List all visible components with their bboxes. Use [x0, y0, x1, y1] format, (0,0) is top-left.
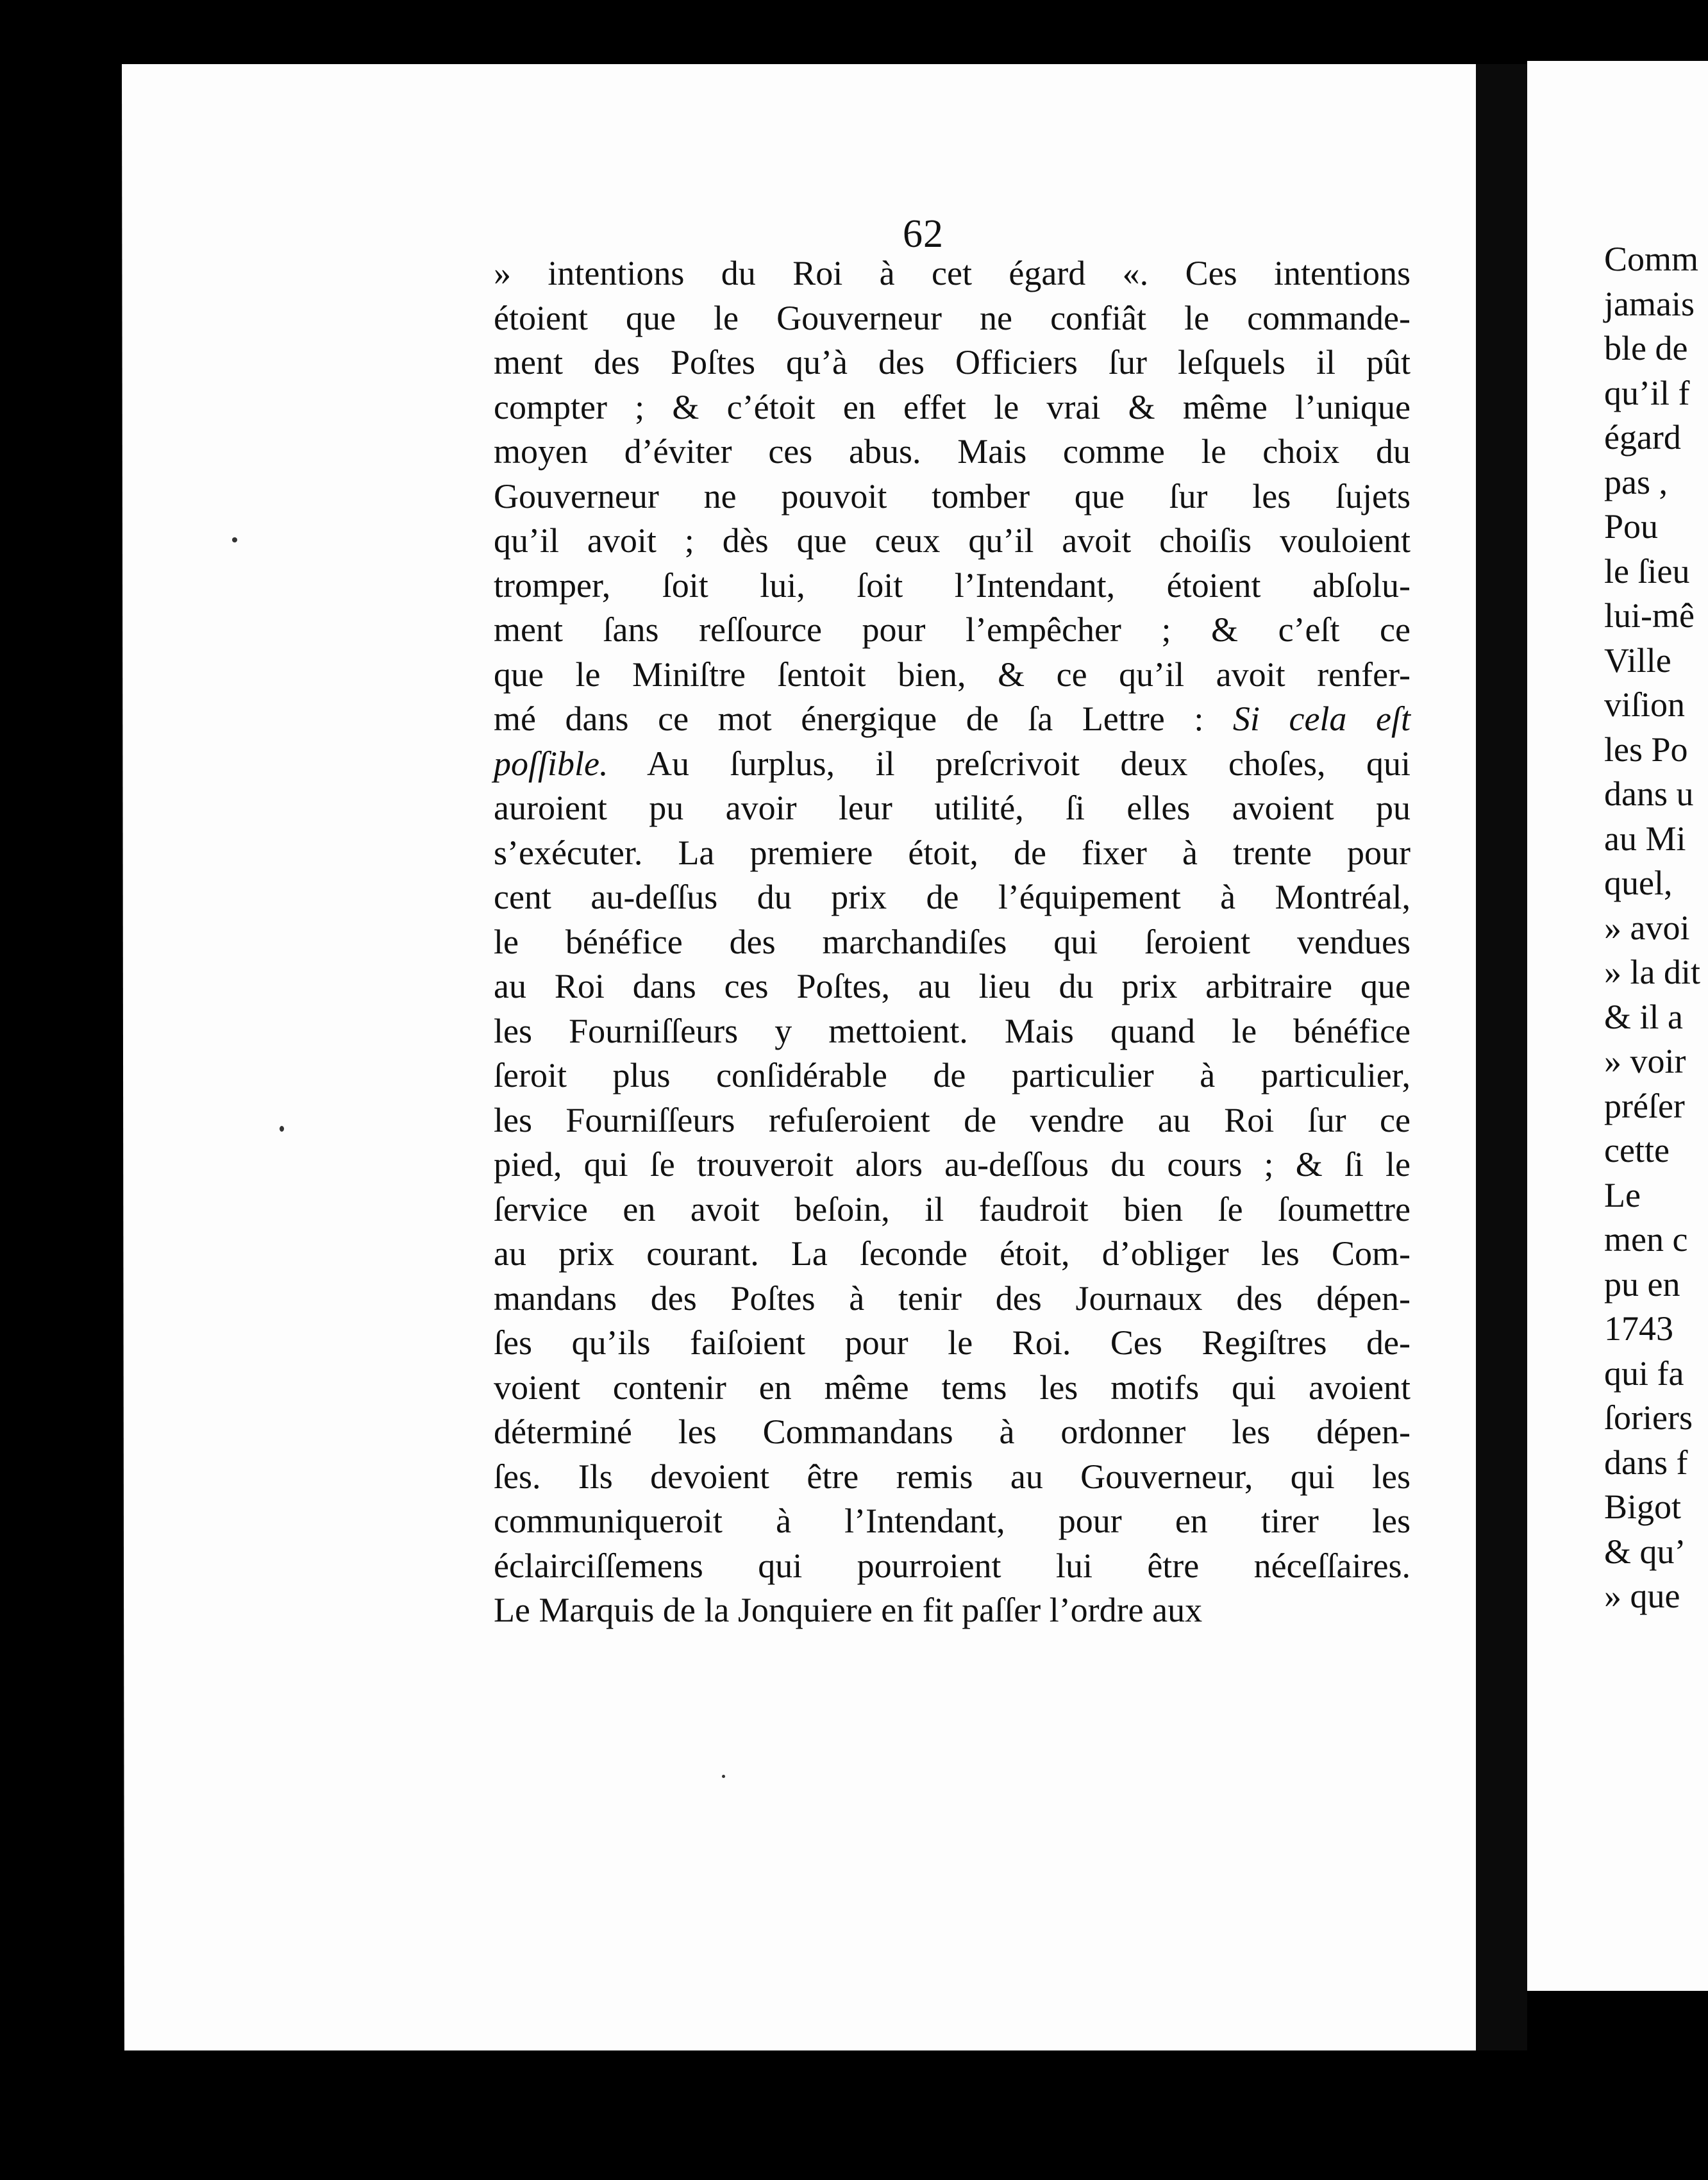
- text-line: ment ſans reſſource pour l’empêcher ; & c’eſt ce: [494, 610, 1411, 649]
- text-line: au prix courant. La ſeconde étoit, d’obliger les Com-: [494, 1234, 1411, 1273]
- italic-quote: Si cela eſt: [1232, 700, 1411, 738]
- text-line-fragment: » la dit: [1604, 953, 1700, 991]
- text-line: compter ; & c’étoit en effet le vrai & même l’unique: [494, 387, 1411, 426]
- text-line-fragment: » que: [1604, 1577, 1680, 1615]
- text-line: ſeroit plus conſidérable de particulier à particulier,: [494, 1056, 1411, 1094]
- text-line: auroient pu avoir leur utilité, ſi elles avoient pu: [494, 789, 1411, 827]
- text-line: qu’il avoit ; dès que ceux qu’il avoit choiſis vouloient: [494, 521, 1411, 560]
- text-line: étoient que le Gouverneur ne confiât le commande-: [494, 298, 1411, 337]
- paper-speck: [722, 1775, 725, 1778]
- text-line-fragment: & qu’: [1604, 1532, 1686, 1571]
- text-line: communiqueroit à l’Intendant, pour en tirer les: [494, 1502, 1411, 1540]
- text-line: mandans des Poſtes à tenir des Journaux des dépen-: [494, 1279, 1411, 1318]
- text-line-fragment: men c: [1604, 1220, 1688, 1259]
- text-line: Gouverneur ne pouvoit tomber que ſur les ſujets: [494, 476, 1411, 516]
- paper-speck: [280, 1126, 284, 1132]
- text-line-fragment: pas ,: [1604, 462, 1668, 501]
- text-line: les Fourniſſeurs y mettoient. Mais quand le bénéfice: [494, 1011, 1411, 1050]
- left-page-text: [494, 251, 1411, 1633]
- text-line: ſervice en avoit beſoin, il faudroit bien ſe ſoumettre: [494, 1189, 1411, 1228]
- text-line-fragment: les Po: [1604, 730, 1688, 769]
- text-line-with-quote: [494, 697, 1411, 742]
- text-line: que le Miniſtre ſentoit bien, & ce qu’il avoit renfer-: [494, 655, 1411, 694]
- text-line-fragment: cette: [1604, 1131, 1670, 1170]
- text-line: » intentions du Roi à cet égard «. Ces intentions: [494, 254, 1411, 292]
- text-line: cent au-deſſus du prix de l’équipement à Montréal,: [494, 878, 1411, 916]
- text-line-fragment: Bigot: [1604, 1488, 1682, 1526]
- text-line-fragment: viſion: [1604, 685, 1686, 724]
- text-line-fragment: » voir: [1604, 1042, 1686, 1080]
- text-line: ment des Poſtes qu’à des Officiers ſur leſquels il pût: [494, 343, 1411, 382]
- text-line: au Roi dans ces Poſtes, au lieu du prix arbitraire que: [494, 967, 1411, 1005]
- text-line-fragment: Ville: [1604, 641, 1671, 680]
- book-gutter: [1476, 64, 1527, 2050]
- text-line-fragment: quel,: [1604, 864, 1673, 902]
- text-line-part: Au ſurplus, il preſcrivoit deux choſes, qui: [608, 744, 1411, 783]
- text-line: le bénéfice des marchandiſes qui ſeroient vendues: [494, 922, 1411, 961]
- italic-quote-end: poſſible.: [494, 744, 608, 783]
- text-line: pied, qui ſe trouveroit alors au-deſſous du cours ; & ſi le: [494, 1145, 1411, 1184]
- text-line-with-quote: [494, 742, 1411, 787]
- text-line-part: mé dans ce mot énergique de ſa Lettre :: [494, 700, 1233, 738]
- text-line-fragment: Le: [1604, 1175, 1641, 1214]
- text-line-fragment: égard: [1604, 418, 1681, 457]
- text-line-fragment: 1743: [1604, 1309, 1673, 1348]
- text-line-fragment: Pou: [1604, 507, 1659, 546]
- text-line-fragment: préſer: [1604, 1086, 1685, 1125]
- text-line-fragment: dans u: [1604, 775, 1694, 813]
- right-page-text-fragment: [1604, 237, 1700, 1619]
- text-line: ſes qu’ils faiſoient pour le Roi. Ces Regiſtres de-: [494, 1323, 1411, 1362]
- text-line-fragment: qui fa: [1604, 1354, 1684, 1393]
- text-line-fragment: Comm: [1604, 240, 1699, 278]
- text-line-fragment: & il a: [1604, 997, 1683, 1036]
- paper-speck: [232, 537, 237, 542]
- text-line-fragment: qu’il f: [1604, 373, 1690, 412]
- text-line-fragment: » avoi: [1604, 908, 1690, 947]
- text-line: s’exécuter. La premiere étoit, de fixer à trente pour: [494, 833, 1411, 872]
- text-line-fragment: au Mi: [1604, 819, 1686, 858]
- page-number: 62: [903, 212, 944, 256]
- text-line: éclairciſſemens qui pourroient lui être néceſſaires.: [494, 1546, 1411, 1585]
- text-line-fragment: pu en: [1604, 1264, 1680, 1304]
- text-line: moyen d’éviter ces abus. Mais comme le choix du: [494, 432, 1411, 471]
- text-line-fragment: jamais: [1604, 284, 1695, 323]
- text-line: déterminé les Commandans à ordonner les dépen-: [494, 1413, 1411, 1451]
- text-line: tromper, ſoit lui, ſoit l’Intendant, étoient abſolu-: [494, 566, 1411, 605]
- text-line-fragment: ble de: [1604, 329, 1688, 367]
- text-line: voient contenir en même tems les motifs qui avoient: [494, 1368, 1411, 1407]
- text-line: ſes. Ils devoient être remis au Gouverneur, qui les: [494, 1457, 1411, 1496]
- text-line-fragment: ſoriers: [1604, 1398, 1693, 1437]
- text-line-fragment: le ſieu: [1604, 551, 1690, 591]
- text-line: les Fourniſſeurs refuſeroient de vendre au Roi ſur ce: [494, 1100, 1411, 1139]
- text-line-fragment: lui-mê: [1604, 596, 1695, 635]
- text-line-fragment: dans f: [1604, 1443, 1688, 1482]
- text-line: Le Marquis de la Jonquiere en fit paſſer l’ordre aux: [494, 1591, 1203, 1629]
